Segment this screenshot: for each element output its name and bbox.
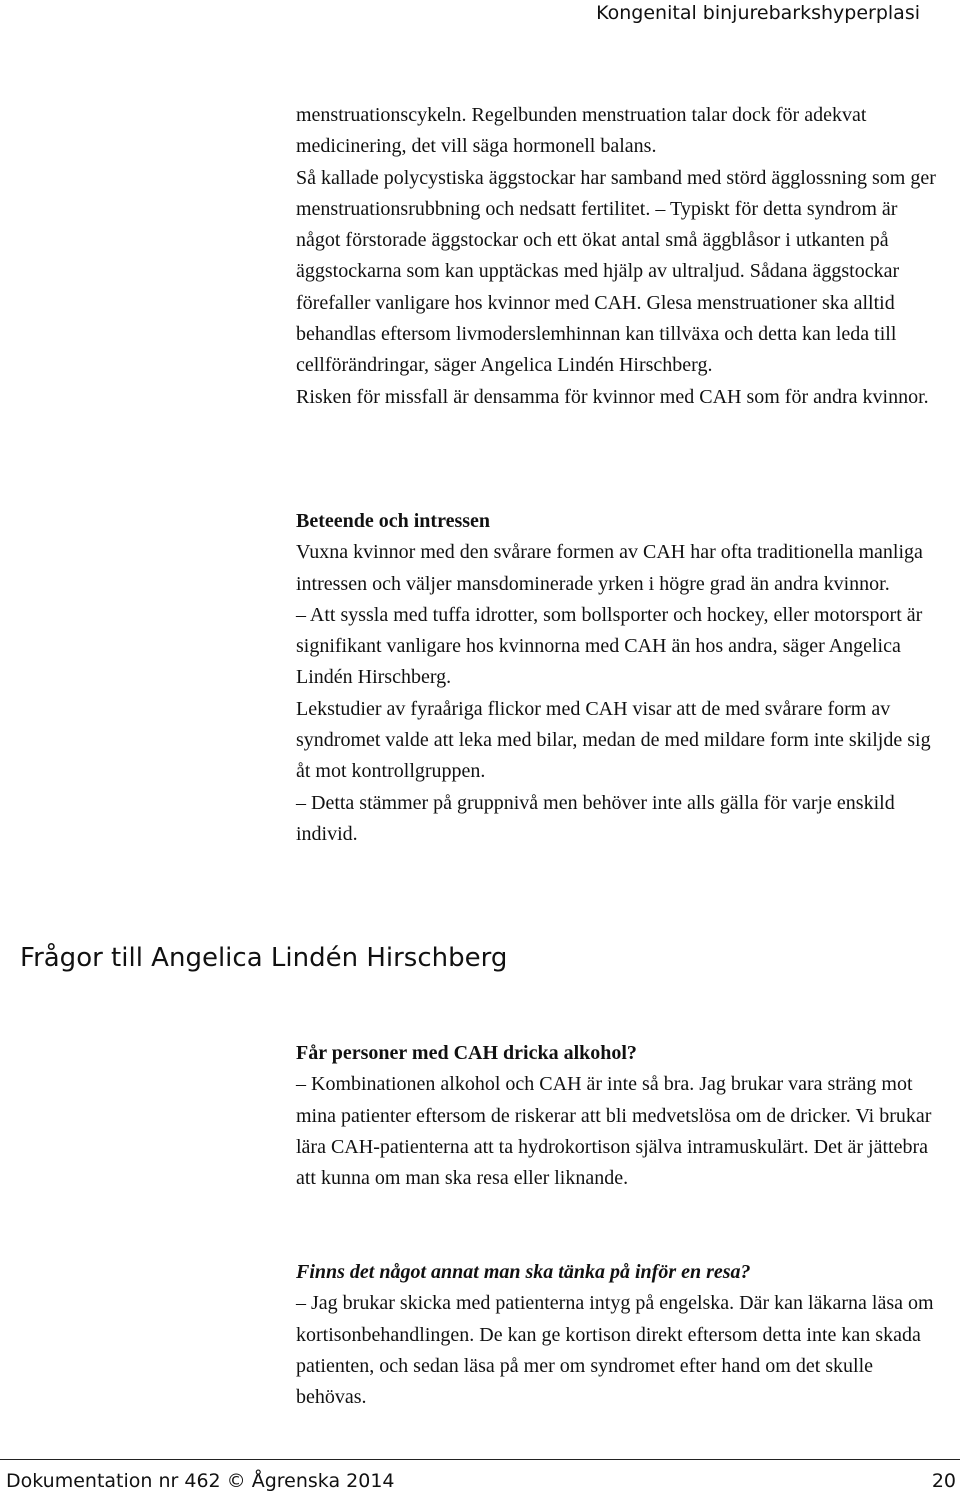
footer-publication: Dokumentation nr 462 © Ågrenska 2014 (6, 1470, 395, 1492)
page-footer (0, 1459, 960, 1494)
behavior-paragraph-4: – Detta stämmer på gruppnivå men behöver inte alls gälla för varje enskild individ. (296, 791, 895, 845)
intro-paragraph-3: Risken för missfall är densamma för kvinnor med CAH som för andra kvinnor. (296, 385, 929, 408)
qa-item-2 (296, 1257, 936, 1413)
footer-page-number: 20 (931, 1470, 956, 1492)
qa-answer-2: – Jag brukar skicka med patienterna intyg på engelska. Där kan läkarna läsa om kortisonbehandlingen. De kan ge kortison direkt eftersom detta inte kan skada patienten, och sedan läsa på mer om syndromet efter hand om det skulle behövas. (296, 1292, 934, 1409)
behavior-paragraph-2: – Att syssla med tuffa idrotter, som bollsporter och hockey, eller motorsport är signifikant vanligare hos kvinnorna med CAH än hos andra, säger Angelica Lindén Hirschberg. (296, 603, 923, 689)
behavior-paragraph-3: Lekstudier av fyraåriga flickor med CAH visar att de med svårare form av syndromet valde att leka med bilar, medan de med mildare form inte skiljde sig åt mot kontrollgruppen. (296, 697, 931, 783)
behavior-section (296, 506, 936, 850)
qa-question-1: Får personer med CAH dricka alkohol? (296, 1042, 637, 1064)
intro-paragraph-2: Så kallade polycystiska äggstockar har samband med störd ägglossning som ger menstruationsrubbning och nedsatt fertilitet. – Typiskt för detta syndrom är något förstorade äggstockar och ett ökat antal små äggblåsor i utkanten på äggstockarna som kan upptäckas med hjälp av ultraljud. Sådana äggstockar förefaller vanligare hos kvinnor med CAH. Glesa menstruationer ska alltid behandlas eftersom livmoderslemhinnan kan tillväxa och detta kan leda till cellförändringar, säger Angelica Lindén Hirschberg. (296, 166, 936, 377)
behavior-subheading: Beteende och intressen (296, 510, 491, 532)
qa-question-2: Finns det något annat man ska tänka på inför en resa? (296, 1261, 751, 1283)
intro-section (296, 100, 936, 413)
behavior-paragraph-1: Vuxna kvinnor med den svårare formen av CAH har ofta traditionella manliga intressen och väljer mansdominerade yrken i högre grad än andra kvinnor. (296, 541, 923, 595)
running-header: Kongenital binjurebarkshyperplasi (596, 2, 920, 24)
intro-paragraph-1: menstruationscykeln. Regelbunden menstruation talar dock för adekvat medicinering, det vill säga hormonell balans. (296, 104, 867, 158)
qa-item-1 (296, 1038, 936, 1194)
qa-answer-1: – Kombinationen alkohol och CAH är inte så bra. Jag brukar vara sträng mot mina patienter eftersom de riskerar att bli medvetslösa om de dricker. Vi brukar lära CAH-patienterna att ta hydrokortison själva intramuskulärt. Det är jättebra att kunna om man ska resa eller liknande. (296, 1073, 932, 1190)
questions-heading: Frågor till Angelica Lindén Hirschberg (20, 943, 508, 973)
